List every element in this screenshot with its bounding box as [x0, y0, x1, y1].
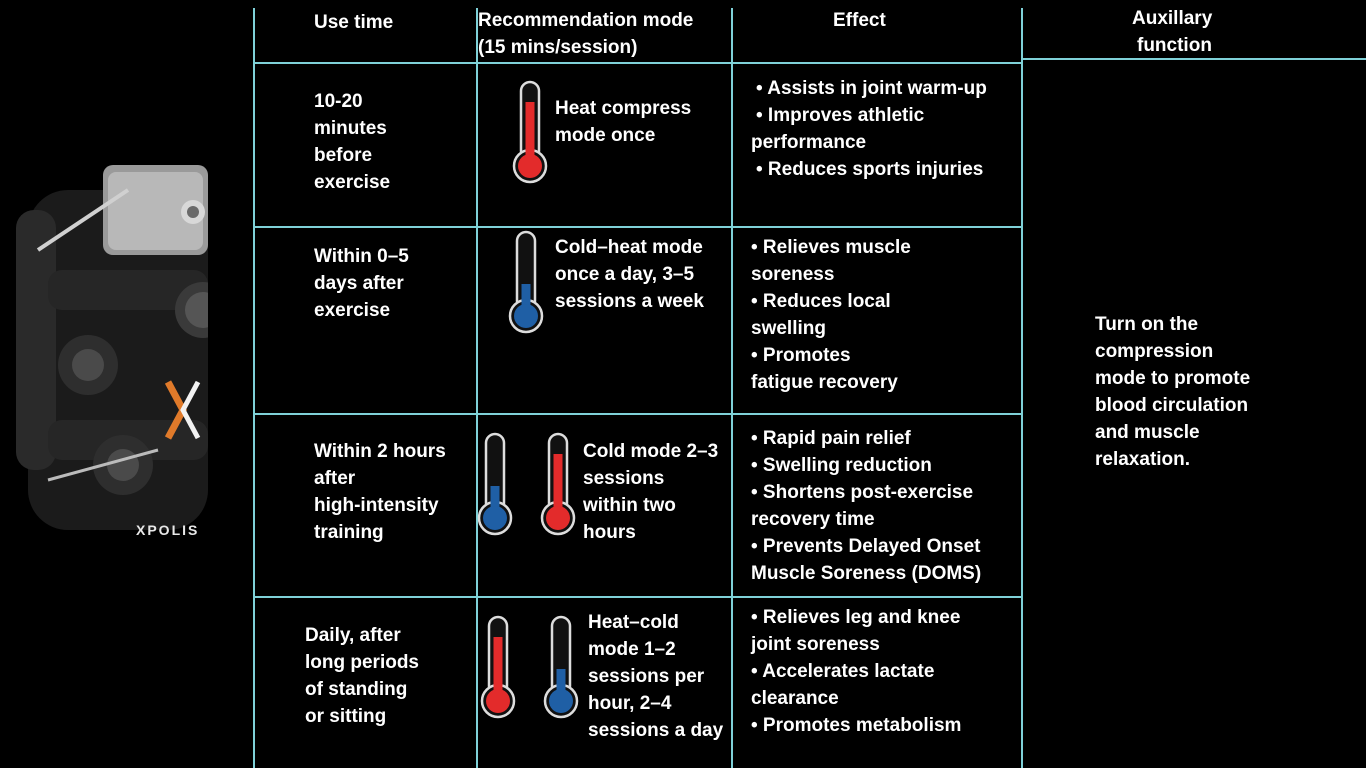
row4-mode: Heat–cold: [588, 612, 679, 633]
row3-use-time: after: [314, 468, 356, 489]
row3-effect: Muscle Soreness (DOMS): [751, 563, 982, 584]
row2-effect: swelling: [751, 318, 826, 339]
row2-effect: • Promotes: [751, 345, 851, 366]
grid-line-v1: [476, 8, 478, 768]
row3-effect: • Swelling reduction: [751, 455, 932, 476]
row4-mode: sessions per: [588, 666, 705, 687]
cold-thermometer-icon: [542, 615, 580, 721]
row1-effect: performance: [751, 132, 867, 153]
header-auxiliary: function: [1137, 35, 1212, 56]
row4-use-time: of standing: [305, 679, 408, 700]
row1-use-time: before: [314, 145, 373, 166]
heat-thermometer-icon: [539, 432, 577, 538]
cold-thermometer-icon: [476, 432, 514, 538]
row4-mode: mode 1–2: [588, 639, 676, 660]
row2-effect: soreness: [751, 264, 835, 285]
row2-effect: fatigue recovery: [751, 372, 898, 393]
row2-use-time: days after: [314, 273, 404, 294]
row2-mode: once a day, 3–5: [555, 264, 695, 285]
row4-mode: sessions a day: [588, 720, 724, 741]
auxiliary-text: relaxation.: [1095, 449, 1191, 470]
row3-effect: • Shortens post-exercise: [751, 482, 974, 503]
grid-line-h0: [253, 62, 1023, 64]
row2-mode: sessions a week: [555, 291, 704, 312]
auxiliary-text: mode to promote: [1095, 368, 1251, 389]
row4-effect: joint soreness: [751, 634, 880, 655]
row3-mode: hours: [583, 522, 636, 543]
row3-mode: within two: [583, 495, 676, 516]
row3-use-time: high-intensity: [314, 495, 439, 516]
row2-mode: Cold–heat mode: [555, 237, 703, 258]
row4-effect: • Accelerates lactate: [751, 661, 935, 682]
row3-use-time: training: [314, 522, 384, 543]
row3-effect: • Prevents Delayed Onset: [751, 536, 981, 557]
row4-use-time: or sitting: [305, 706, 387, 727]
row2-use-time: Within 0–5: [314, 246, 409, 267]
grid-line-h2: [253, 413, 1023, 415]
row3-use-time: Within 2 hours: [314, 441, 446, 462]
row4-effect: • Relieves leg and knee: [751, 607, 961, 628]
row2-effect: • Relieves muscle: [751, 237, 911, 258]
brand-logo: XPOLIS: [136, 522, 200, 538]
row4-effect: clearance: [751, 688, 839, 709]
header-use-time: Use time: [314, 12, 394, 33]
grid-line-h1: [253, 226, 1023, 228]
row1-effect: • Assists in joint warm-up: [756, 78, 987, 99]
auxiliary-text: compression: [1095, 341, 1214, 362]
auxiliary-text: and muscle: [1095, 422, 1200, 443]
row3-effect: recovery time: [751, 509, 875, 530]
auxiliary-text: Turn on the: [1095, 314, 1199, 335]
row3-mode: Cold mode 2–3: [583, 441, 719, 462]
row1-effect: • Improves athletic: [756, 105, 925, 126]
header-session-length: (15 mins/session): [478, 37, 638, 58]
auxiliary-text: blood circulation: [1095, 395, 1249, 416]
row1-mode: mode once: [555, 125, 656, 146]
row2-use-time: exercise: [314, 300, 391, 321]
knee-brace-device-image: [8, 150, 208, 550]
header-recommendation-mode: Recommendation mode: [478, 10, 694, 31]
cold-thermometer-icon: [507, 230, 545, 336]
row4-mode: hour, 2–4: [588, 693, 672, 714]
grid-line-h3: [253, 596, 1023, 598]
row4-use-time: Daily, after: [305, 625, 401, 646]
grid-line-v3: [1021, 8, 1023, 768]
row1-use-time: minutes: [314, 118, 387, 139]
header-effect: Effect: [833, 10, 886, 31]
row4-use-time: long periods: [305, 652, 419, 673]
row2-effect: • Reduces local: [751, 291, 891, 312]
heat-thermometer-icon: [479, 615, 517, 721]
header-auxiliary: Auxillary: [1132, 8, 1213, 29]
row1-mode: Heat compress: [555, 98, 692, 119]
grid-line-v2: [731, 8, 733, 768]
grid-line-v0: [253, 8, 255, 768]
row1-effect: • Reduces sports injuries: [756, 159, 984, 180]
heat-thermometer-icon: [511, 80, 549, 186]
row1-use-time: 10-20: [314, 91, 363, 112]
row1-use-time: exercise: [314, 172, 391, 193]
row4-effect: • Promotes metabolism: [751, 715, 962, 736]
row3-effect: • Rapid pain relief: [751, 428, 911, 449]
row3-mode: sessions: [583, 468, 665, 489]
